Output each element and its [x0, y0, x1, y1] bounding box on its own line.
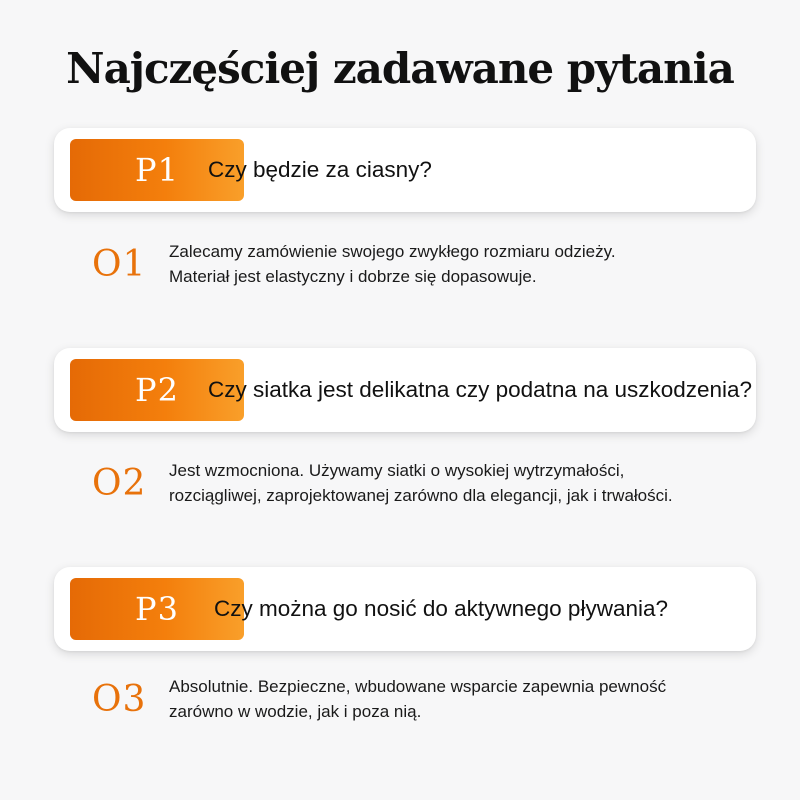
answer-line: Zalecamy zamówienie swojego zwykłego rozmiaru odzieży. [169, 242, 616, 261]
answer-block-3 [0, 664, 800, 734]
question-text-1: Czy będzie za ciasny? [208, 157, 432, 182]
answer-line: Materiał jest elastyczny i dobrze się dopasowuje. [169, 267, 537, 286]
answer-line: zarówno w wodzie, jak i poza nią. [169, 702, 422, 721]
answer-text-1 [169, 229, 769, 299]
question-text-3: Czy można go nosić do aktywnego pływania? [214, 596, 668, 621]
question-label-2: P2 [135, 371, 179, 409]
answer-text-2 [169, 448, 769, 518]
question-card-2 [54, 348, 756, 432]
answer-block-1 [0, 229, 800, 299]
answer-label-3: O3 [92, 678, 147, 720]
question-label-3: P3 [135, 590, 179, 628]
question-text-2: Czy siatka jest delikatna czy podatna na uszkodzenia? [208, 377, 753, 402]
answer-label-2: O2 [92, 462, 147, 504]
answer-label-1: O1 [92, 243, 147, 285]
answer-line: Jest wzmocniona. Używamy siatki o wysokiej wytrzymałości, [169, 461, 625, 480]
answer-block-2 [0, 448, 800, 518]
question-label-1: P1 [135, 151, 179, 189]
page-title: Najczęściej zadawane pytania [66, 44, 734, 93]
answer-line: Absolutnie. Bezpieczne, wbudowane wsparcie zapewnia pewność [169, 677, 667, 696]
question-card-1 [54, 128, 756, 212]
answer-line: rozciągliwej, zaprojektowanej zarówno dla elegancji, jak i trwałości. [169, 486, 673, 505]
question-card-3 [54, 567, 756, 651]
answer-text-3 [169, 664, 769, 734]
